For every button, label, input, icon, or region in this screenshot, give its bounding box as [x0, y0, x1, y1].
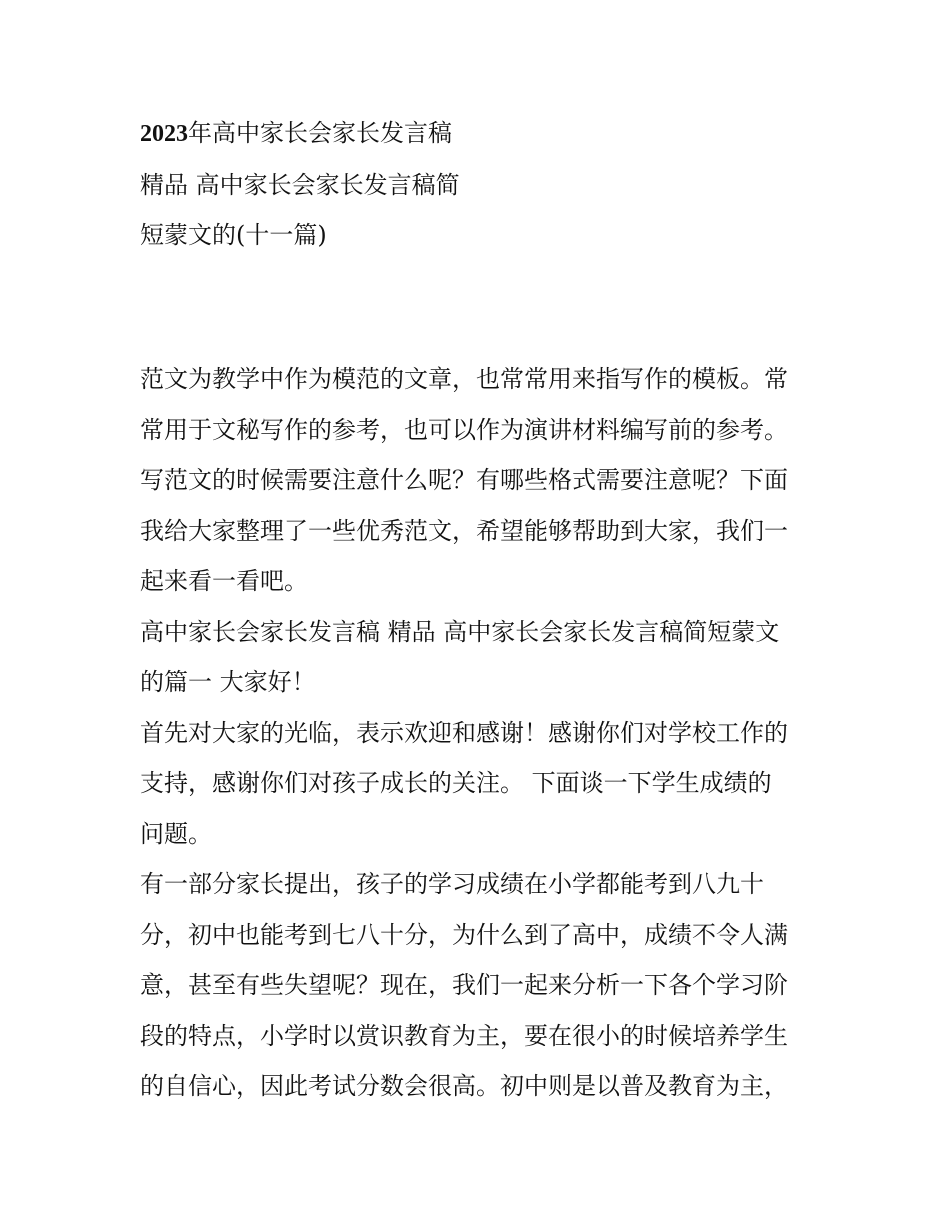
text-line: 意，甚至有些失望呢？现在，我们一起来分析一下各个学习阶 [140, 971, 788, 999]
document-body [140, 354, 830, 1112]
text-line: 有一部分家长提出，孩子的学习成绩在小学都能考到八九十 [140, 870, 764, 898]
title-year: 2023 [140, 121, 188, 147]
text-line: 起来看一看吧。 [140, 567, 308, 595]
text-line: 我给大家整理了一些优秀范文，希望能够帮助到大家，我们一 [140, 516, 788, 545]
text-line: 常用于文秘写作的参考，也可以作为演讲材料编写前的参考。 [140, 415, 788, 444]
title-line-2: 精品 高中家长会家长发言稿简 [140, 170, 460, 199]
title-line-1-text: 年高中家长会家长发言稿 [188, 119, 452, 147]
title-line-3: 短蒙文的(十一篇) [140, 221, 327, 249]
text-line: 的篇一 大家好！ [140, 668, 316, 696]
text-line: 问题。 [140, 819, 212, 848]
paragraph-thanks [140, 708, 830, 860]
paragraph-intro [140, 354, 830, 607]
paragraph-grades [140, 859, 830, 1112]
document-title [140, 108, 820, 261]
text-line: 写范文的时候需要注意什么呢？有哪些格式需要注意呢？下面 [140, 466, 788, 494]
text-line: 的自信心，因此考试分数会很高。初中则是以普及教育为主， [140, 1072, 788, 1100]
text-line: 段的特点，小学时以赏识教育为主，要在很小的时候培养学生 [140, 1021, 788, 1050]
paragraph-section-heading [140, 607, 830, 708]
text-line: 高中家长会家长发言稿 精品 高中家长会家长发言稿简短蒙文 [140, 617, 780, 646]
text-line: 分，初中也能考到七八十分，为什么到了高中，成绩不令人满 [140, 920, 788, 949]
text-line: 范文为教学中作为模范的文章，也常常用来指写作的模板。常 [140, 365, 788, 393]
title-line-1 [140, 108, 820, 160]
text-line: 支持，感谢你们对孩子成长的关注。 下面谈一下学生成绩的 [140, 769, 772, 797]
text-line: 首先对大家的光临，表示欢迎和感谢！感谢你们对学校工作的 [140, 718, 788, 747]
